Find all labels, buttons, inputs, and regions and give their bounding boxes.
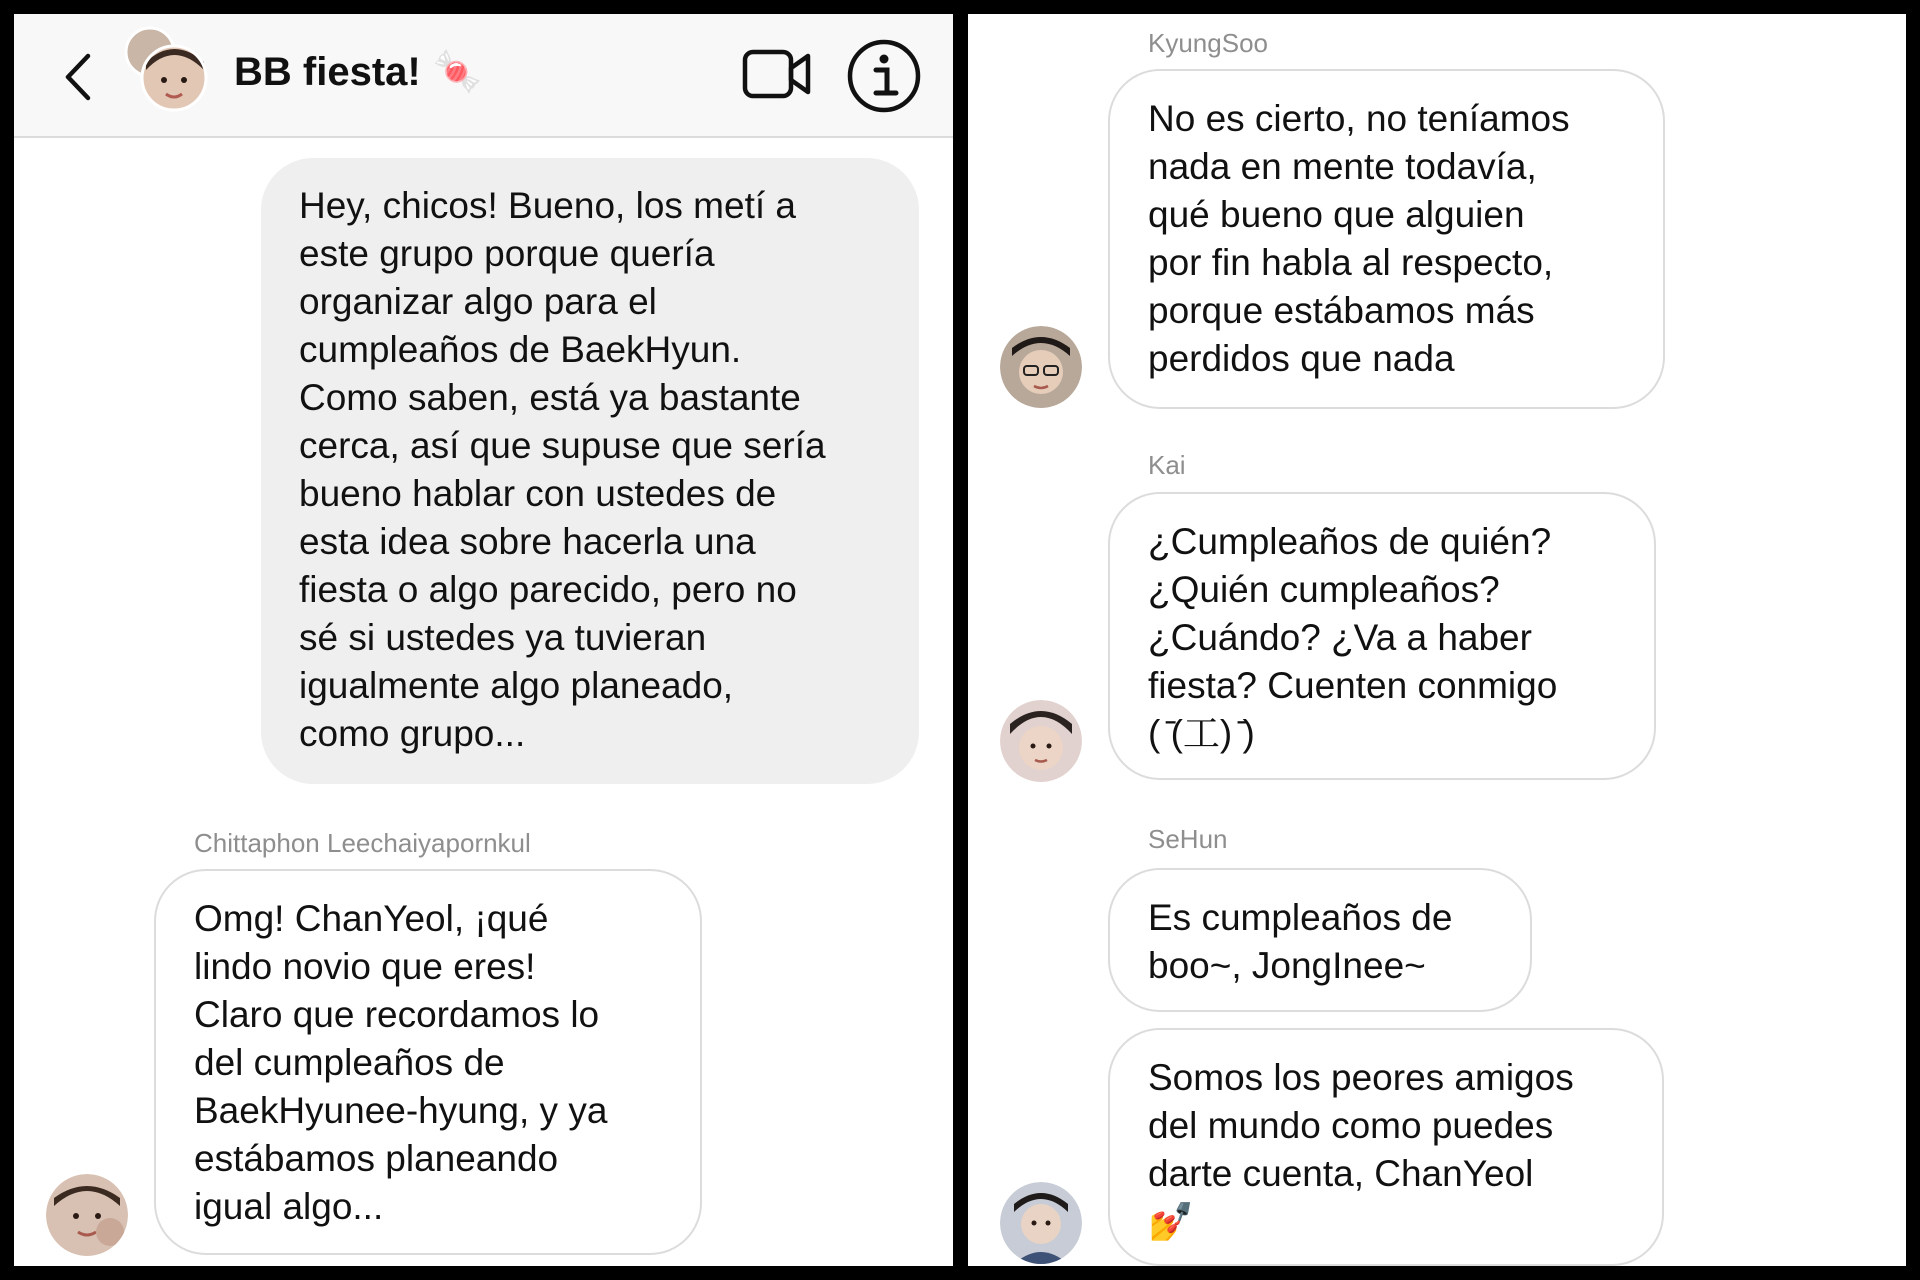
chat-panel-left bbox=[14, 14, 953, 1266]
video-call-icon[interactable] bbox=[742, 44, 812, 104]
sender-name: Kai bbox=[1148, 450, 1186, 480]
chat-title-text: BB fiesta! bbox=[234, 50, 421, 94]
sender-name: KyungSoo bbox=[1148, 28, 1268, 58]
sender-name: Chittaphon Leechaiyapornkul bbox=[194, 828, 531, 858]
received-message-bubble[interactable]: Es cumpleaños de boo~, JongInee~ bbox=[1108, 868, 1532, 1012]
avatar[interactable] bbox=[1000, 326, 1082, 408]
received-message-bubble[interactable]: Omg! ChanYeol, ¡qué lindo novio que eres! Claro que recordamos lo del cumpleaños de BaekHyunee-hyung, y ya estábamos planeando igual algo... bbox=[154, 869, 702, 1255]
candy-emoji: 🍬 bbox=[432, 50, 483, 94]
info-icon[interactable] bbox=[844, 36, 924, 116]
back-icon[interactable] bbox=[50, 34, 106, 120]
received-message-bubble[interactable]: Somos los peores amigos del mundo como puedes darte cuenta, ChanYeol 💅 bbox=[1108, 1028, 1664, 1266]
sender-name: SeHun bbox=[1148, 824, 1228, 854]
received-message-bubble[interactable]: ¿Cumpleaños de quién? ¿Quién cumpleaños? ¿Cuándo? ¿Va a haber fiesta? Cuenten conmigo ( ̄(工) ̄) bbox=[1108, 492, 1656, 780]
avatar[interactable] bbox=[1000, 1182, 1082, 1264]
chat-panel-right bbox=[968, 14, 1906, 1266]
sent-message-bubble[interactable]: Hey, chicos! Bueno, los metí a este grupo porque quería organizar algo para el cumpleaños de BaekHyun. Como saben, está ya bastante cerca, así que supuse que sería bueno hablar con ustedes de esta idea sobre hacerla una fiesta o algo parecido, pero no sé si ustedes ya tuvieran igualmente algo planeado, como grupo... bbox=[261, 158, 919, 784]
chat-header bbox=[14, 14, 953, 138]
group-avatar[interactable] bbox=[124, 26, 210, 112]
received-message-bubble[interactable]: No es cierto, no teníamos nada en mente todavía, qué bueno que alguien por fin habla al respecto, porque estábamos más perdidos que nada bbox=[1108, 69, 1665, 409]
chat-title bbox=[234, 48, 483, 95]
avatar[interactable] bbox=[1000, 700, 1082, 782]
avatar[interactable] bbox=[46, 1174, 128, 1256]
